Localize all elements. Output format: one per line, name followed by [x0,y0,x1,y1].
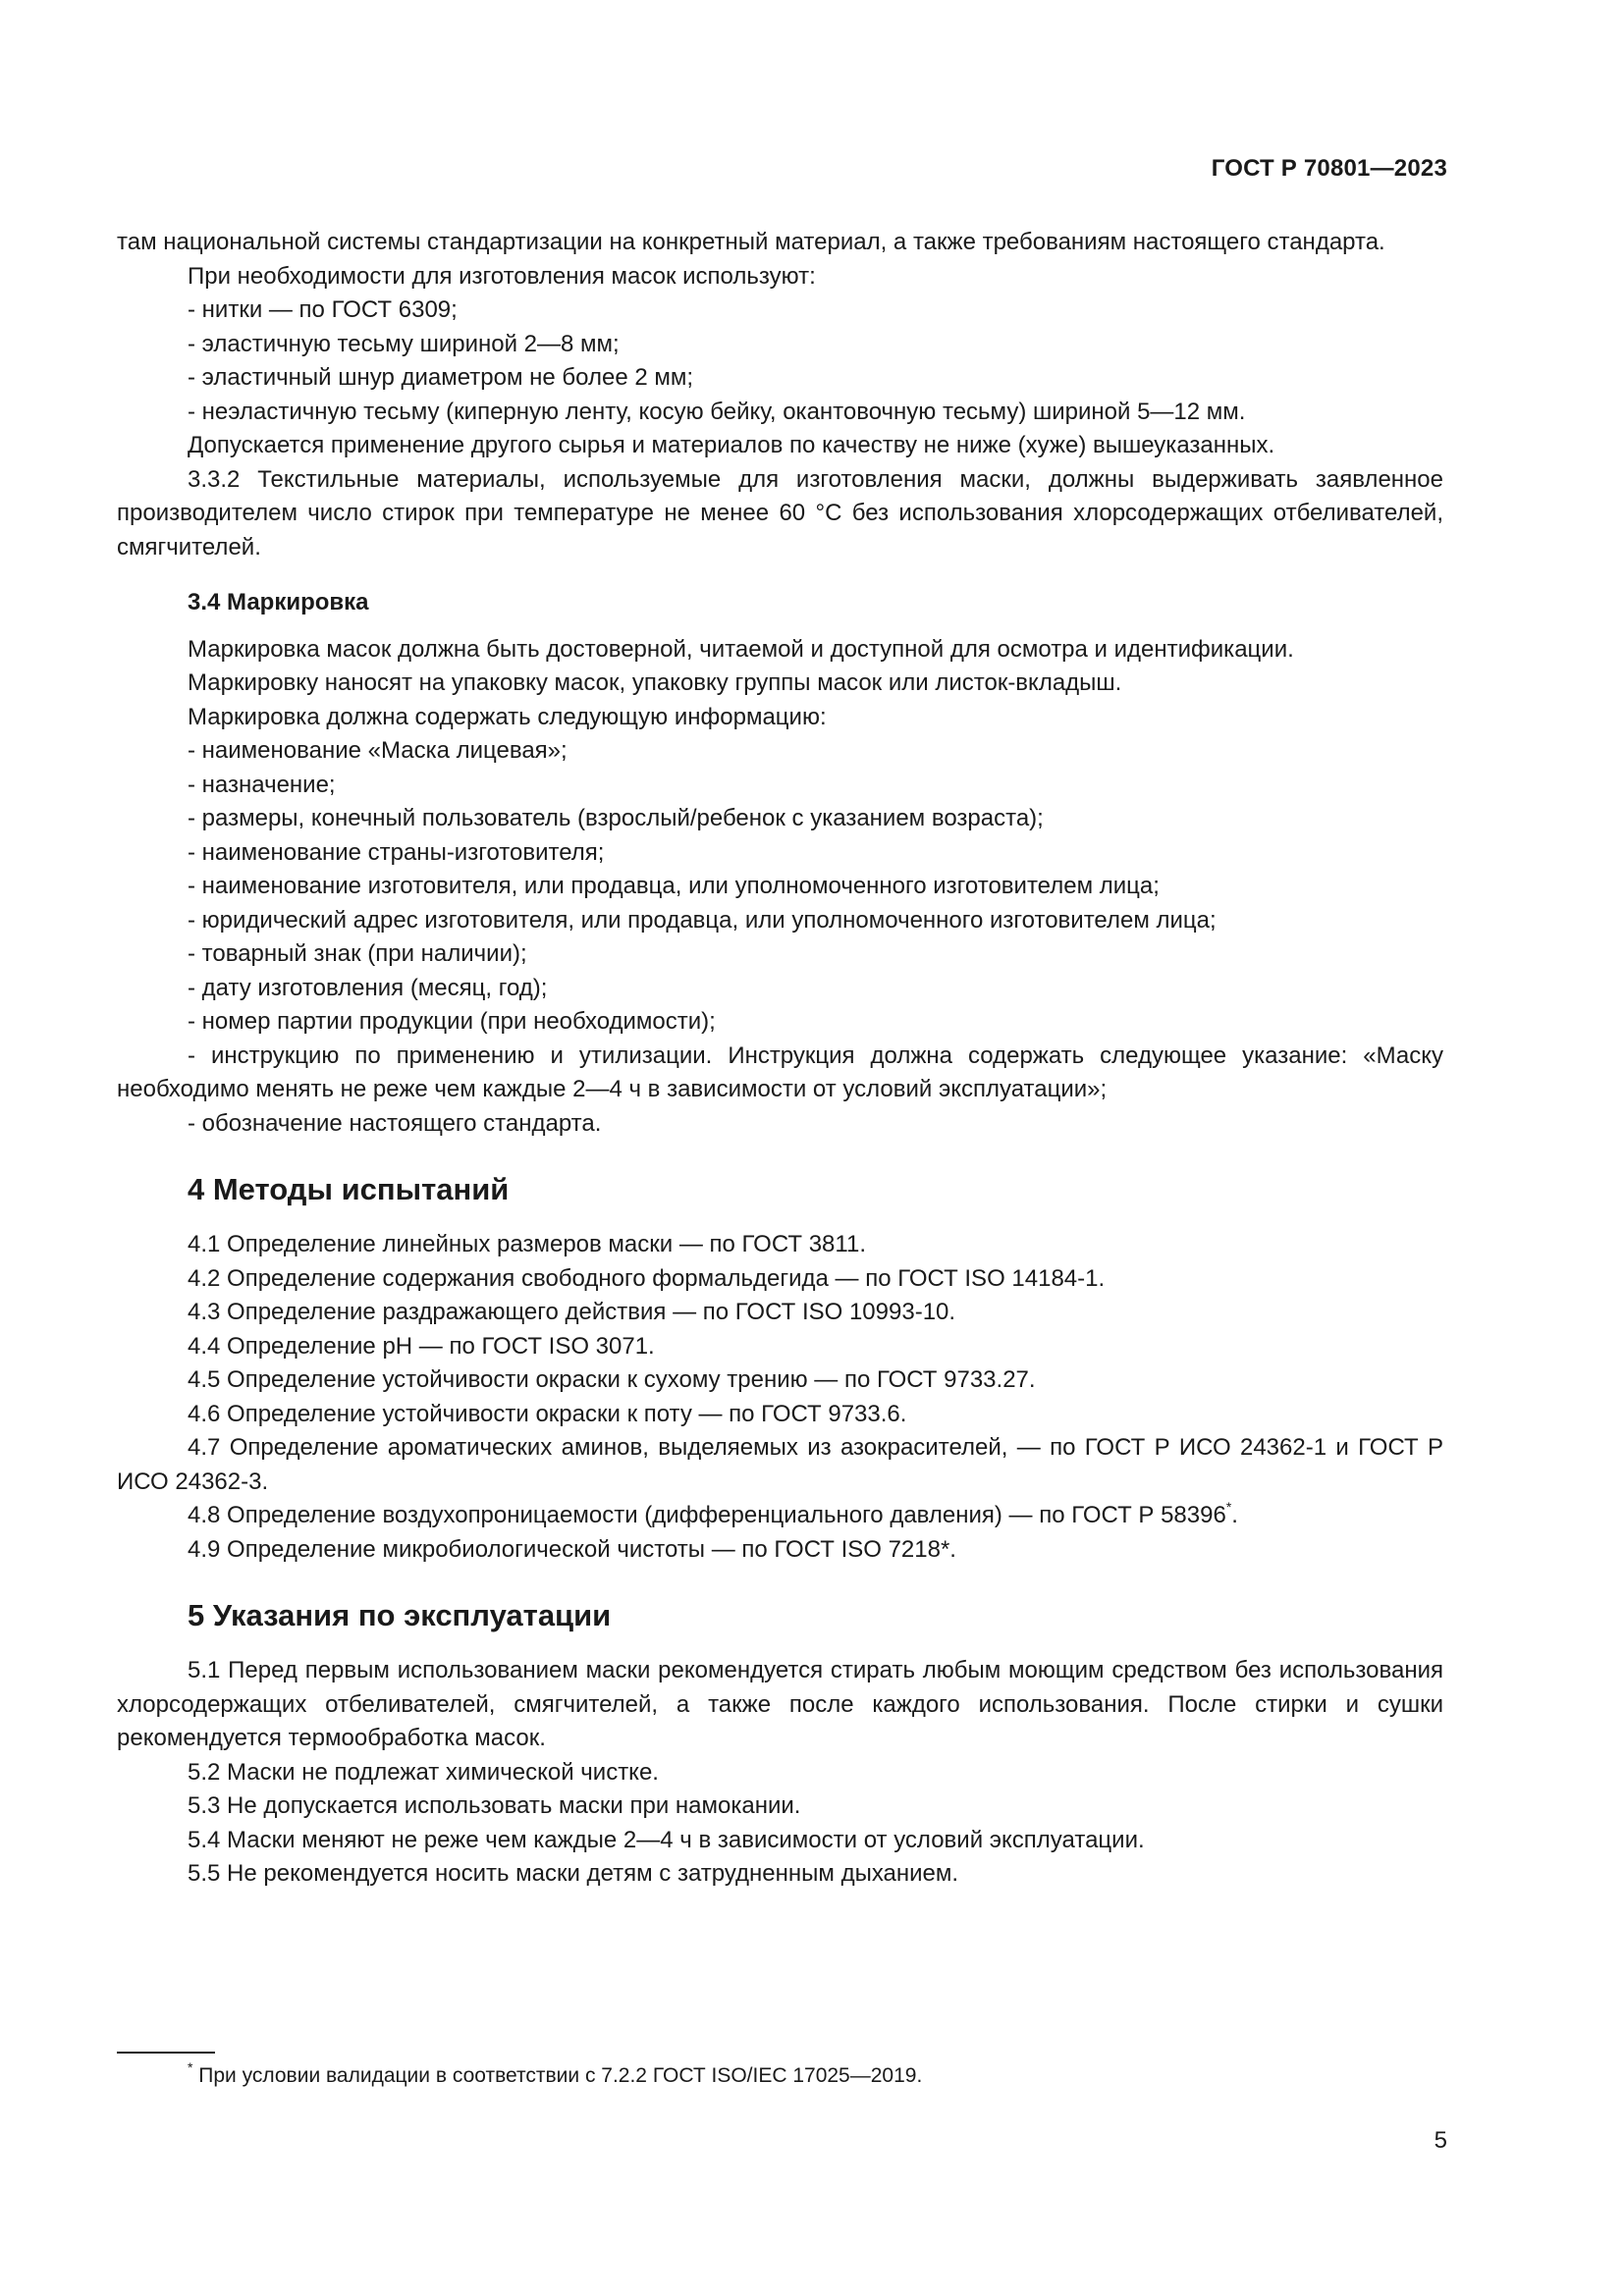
section-heading-test-methods: 4 Методы испытаний [188,1172,510,1206]
test-method-item: 4.7 Определение ароматических аминов, выделяемых из азокрасителей, — по ГОСТ Р ИСО 24362-1 и ГОСТ Р ИСО 24362-3. [117,1434,1443,1495]
section-heading-operation: 5 Указания по эксплуатации [188,1598,612,1632]
test-method-item: 4.5 Определение устойчивости окраски к сухому трению — по ГОСТ 9733.27. [188,1366,1036,1393]
list-item: - наименование «Маска лицевая»; [188,737,568,764]
paragraph-marking-1: Маркировка масок должна быть достоверной, читаемой и доступной для осмотра и идентификации. [188,635,1294,663]
paragraph-materials-intro: При необходимости для изготовления масок используют: [188,262,816,290]
test-method-item: 4.4 Определение рН — по ГОСТ ISO 3071. [188,1332,655,1360]
test-method-item: 4.2 Определение содержания свободного формальдегида — по ГОСТ ISO 14184-1. [188,1264,1106,1292]
operation-item: 5.3 Не допускается использовать маски при намокании. [188,1792,801,1819]
list-item: - размеры, конечный пользователь (взрослый/ребенок с указанием возраста); [188,805,1044,831]
list-item: - эластичную тесьму шириной 2—8 мм; [188,330,620,357]
footnote [117,2061,1443,2091]
test-method-item: 4.3 Определение раздражающего действия — по ГОСТ ISO 10993-10. [188,1299,956,1325]
list-item: - товарный знак (при наличии); [188,940,527,967]
list-item: - номер партии продукции (при необходимости); [188,1008,716,1035]
paragraph-continuation: там национальной системы стандартизации на конкретный материал, а также требованиям настоящего стандарта. [117,229,1385,255]
footnote-text: При условии валидации в соответствии с 7.2.2 ГОСТ ISO/IEC 17025—2019. [192,2064,923,2087]
list-item: - нитки — по ГОСТ 6309; [188,296,458,323]
paragraph-marking-2: Маркировку наносят на упаковку масок, упаковку группы масок или листок-вкладыш. [188,669,1122,696]
footnote-mark: * [188,2059,193,2075]
paragraph-marking-3: Маркировка должна содержать следующую информацию: [188,703,827,730]
list-item: - дату изготовления (месяц, год); [188,974,548,1001]
list-item: - обозначение настоящего стандарта. [188,1109,602,1137]
page-number: 5 [1434,2127,1447,2154]
test-method-item-4-8 [117,1499,1443,1533]
subsection-heading-marking: 3.4 Маркировка [188,589,369,615]
test-method-item: 4.9 Определение микробиологической чистоты — по ГОСТ ISO 7218*. [188,1535,956,1563]
operation-item: 5.5 Не рекомендуется носить маски детям с затрудненным дыханием. [188,1860,959,1887]
list-item: - назначение; [188,771,336,798]
document-body [117,226,1443,1892]
list-item: - юридический адрес изготовителя, или продавца, или уполномоченного изготовителем лица; [188,906,1217,934]
paragraph-allowance: Допускается применение другого сырья и материалов по качеству не ниже (хуже) вышеуказанных. [188,432,1275,458]
document-header: ГОСТ Р 70801—2023 [1211,155,1447,182]
operation-item: 5.2 Маски не подлежат химической чистке. [188,1758,659,1786]
test-method-item: 4.6 Определение устойчивости окраски к поту — по ГОСТ 9733.6. [188,1400,907,1427]
list-item-instruction: - инструкцию по применению и утилизации. Инструкция должна содержать следующее указание: «Маску необходимо менять не реже чем каждые 2—4 ч в зависимости от условий эксплуатации»; [117,1041,1443,1102]
footnote-reference-mark[interactable]: * [1225,1499,1232,1515]
list-item: - наименование изготовителя, или продавца, или уполномоченного изготовителем лица; [188,873,1160,899]
footnote-area [117,2052,1443,2091]
operation-item: 5.1 Перед первым использованием маски рекомендуется стирать любым моющим средством без использования хлорсодержащих отбеливателей, смягчителей, а также после каждого использования. После стирки и сушки рекомендуется термообработка масок. [117,1657,1443,1751]
test-method-item: 4.1 Определение линейных размеров маски — по ГОСТ 3811. [188,1231,866,1257]
test-method-4-8-end: . [1231,1502,1238,1528]
operation-item: 5.4 Маски меняют не реже чем каждые 2—4 ч в зависимости от условий эксплуатации. [188,1826,1145,1853]
footnote-divider [117,2052,215,2054]
list-item: - наименование страны-изготовителя; [188,838,605,866]
list-item: - неэластичную тесьму (киперную ленту, косую бейку, окантовочную тесьму) шириной 5—12 мм. [188,398,1246,425]
list-item: - эластичный шнур диаметром не более 2 мм; [188,364,694,391]
test-method-4-8-text: 4.8 Определение воздухопроницаемости (дифференциального давления) — по ГОСТ Р 58396 [188,1502,1226,1528]
paragraph-3-3-2: 3.3.2 Текстильные материалы, используемые для изготовления маски, должны выдерживать заявленное производителем число стирок при температуре не менее 60 °С без использования хлорсодержащих отбеливателей, смягчителей. [117,465,1443,561]
